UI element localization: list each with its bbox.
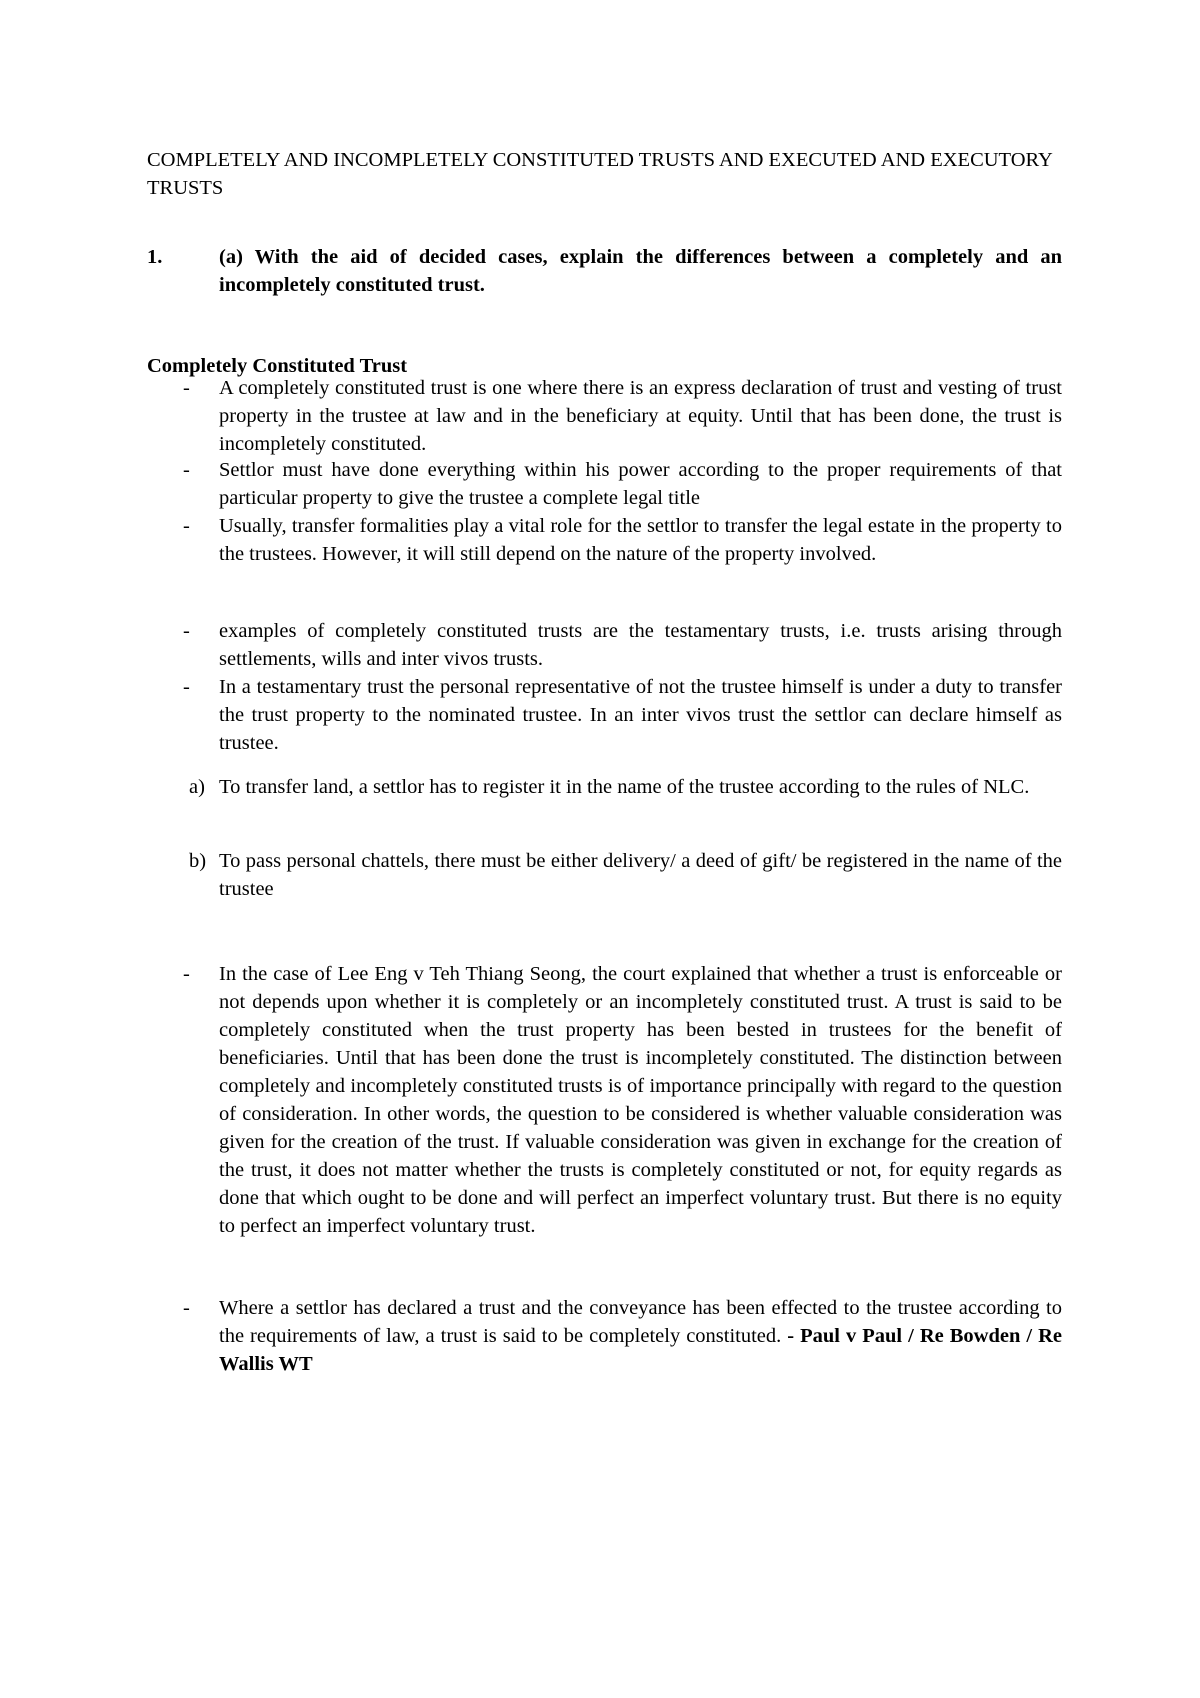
bullet-text: Usually, transfer formalities play a vital role for the settlor to transfer the legal estate in the property to the trustees. However, it will still depend on the nature of the property involved. (219, 515, 1062, 565)
bullet-dash: - (183, 1297, 190, 1319)
item-text: To transfer land, a settlor has to register it in the name of the trustee according to the rules of NLC. (219, 776, 1030, 798)
bullet-dash: - (183, 377, 190, 399)
lettered-item (147, 773, 1062, 801)
bullet-dash: - (183, 963, 190, 985)
bullet-item (147, 374, 1062, 458)
bullet-item (147, 456, 1062, 512)
section-heading: Completely Constituted Trust (147, 355, 408, 377)
bullet-text: In the case of Lee Eng v Teh Thiang Seong, the court explained that whether a trust is enforceable or not depends upon whether it is completely or an incompletely constituted trust. A trust is said to be completely constituted when the trust property has been bested in trustees for the benefit of beneficiaries. Until that has been done the trust is incompletely constituted. The distinction between completely and incompletely constituted trusts is of importance principally with regard to the question of consideration. In other words, the question to be considered is whether valuable consideration was given for the creation of the trust. If valuable consideration was given in exchange for the creation of the trust, it does not matter whether the trusts is completely constituted or not, for equity regards as done that which ought to be done and will perfect an imperfect voluntary trust. But there is no equity to perfect an imperfect voluntary trust. (219, 963, 1062, 1237)
bullet-item (147, 1294, 1062, 1378)
bullet-item (147, 512, 1062, 568)
document-title: COMPLETELY AND INCOMPLETELY CONSTITUTED TRUSTS AND EXECUTED AND EXECUTORY TRUSTS (147, 149, 1053, 199)
bullet-text: In a testamentary trust the personal representative of not the trustee himself is under a duty to transfer the trust property to the nominated trustee. In an inter vivos trust the settlor can declare himself as trustee. (219, 676, 1062, 754)
bullet-item (147, 673, 1062, 757)
bullet-text: A completely constituted trust is one where there is an express declaration of trust and vesting of trust property in the trustee at law and in the beneficiary at equity. Until that has been done, the trust is incompletely constituted. (219, 377, 1062, 455)
bullet-item (147, 960, 1062, 1240)
item-letter: a) (189, 776, 205, 798)
bullet-text: examples of completely constituted trusts are the testamentary trusts, i.e. trusts arising through settlements, wills and inter vivos trusts. (219, 620, 1062, 670)
question-number: 1. (147, 246, 163, 268)
question-text: (a) With the aid of decided cases, explain the differences between a completely and an incompletely constituted trust. (219, 246, 1062, 296)
case-citation: - Paul v Paul / Re Bowden / Re Wallis WT (219, 1325, 1062, 1375)
document-page (147, 0, 1062, 1698)
bullet-text: Settlor must have done everything within his power according to the proper requirements of that particular property to give the trustee a complete legal title (219, 459, 1062, 509)
bullet-dash: - (183, 515, 190, 537)
bullet-text-with-citation (219, 1294, 1062, 1378)
lettered-item (147, 847, 1062, 903)
bullet-dash: - (183, 459, 190, 481)
item-text: To pass personal chattels, there must be either delivery/ a deed of gift/ be registered in the name of the trustee (219, 850, 1062, 900)
bullet-dash: - (183, 620, 190, 642)
question-1 (147, 243, 1062, 299)
item-letter: b) (189, 850, 207, 872)
bullet-text: Where a settlor has declared a trust and the conveyance has been effected to the trustee according to the requirements of law, a trust is said to be completely constituted. (219, 1297, 1062, 1347)
bullet-item (147, 617, 1062, 673)
bullet-dash: - (183, 676, 190, 698)
